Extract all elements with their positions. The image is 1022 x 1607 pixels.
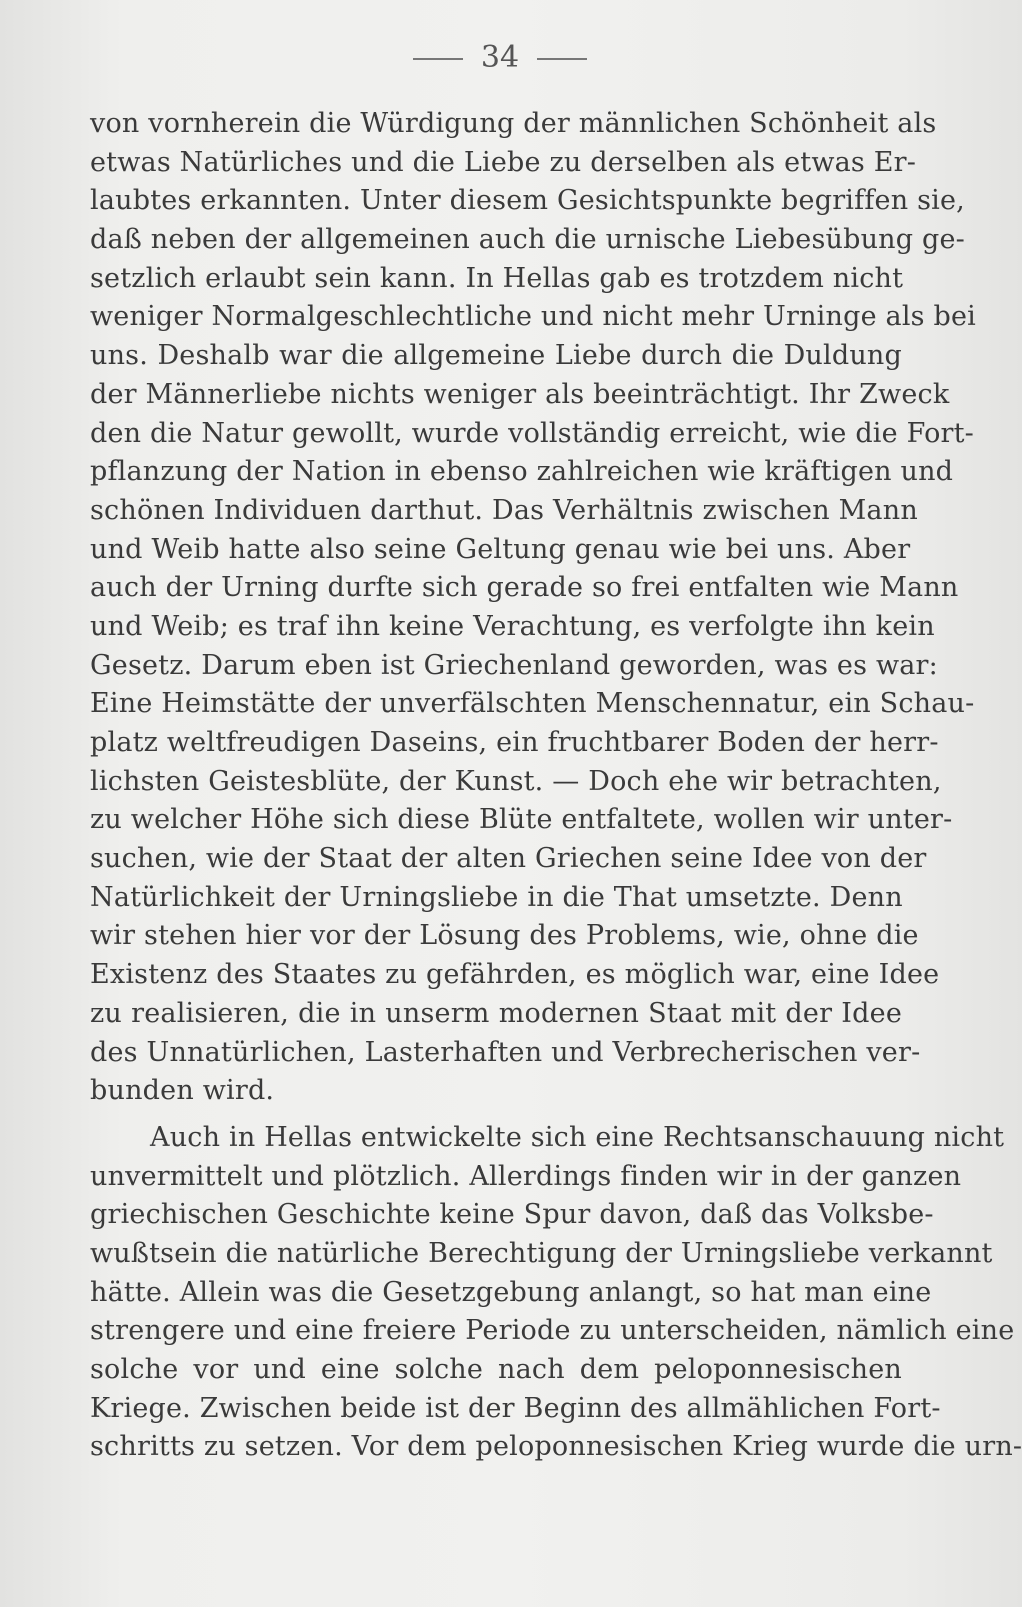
text-line: Eine Heimstätte der unverfälschten Menschennatur, ein Schau-	[90, 688, 975, 720]
text-line: den die Natur gewollt, wurde vollständig erreicht, wie die Fort-	[90, 417, 974, 449]
text-line: Kriege. Zwischen beide ist der Beginn des allmählichen Fort-	[90, 1392, 941, 1424]
text-line: bunden wird.	[90, 1075, 275, 1107]
text-line: Existenz des Staates zu gefährden, es möglich war, eine Idee	[90, 959, 940, 991]
text-line: lichsten Geistesblüte, der Kunst. — Doch ehe wir betrachten,	[90, 765, 942, 797]
text-line: solche vor und eine solche nach dem peloponnesischen	[90, 1354, 902, 1385]
text-line: weniger Normalgeschlechtliche und nicht mehr Urninge als bei	[90, 301, 976, 333]
text-line: platz weltfreudigen Daseins, ein fruchtbarer Boden der herr-	[90, 727, 939, 758]
text-line: daß neben der allgemeinen auch die urnische Liebesübung ge-	[90, 224, 966, 256]
header-dash-right	[537, 58, 587, 60]
text-line: unvermittelt und plötzlich. Allerdings finden wir in der ganzen	[90, 1160, 962, 1192]
text-line: suchen, wie der Staat der alten Griechen seine Idee von der	[90, 843, 927, 875]
text-line: und Weib hatte also seine Geltung genau wie bei uns. Aber	[90, 533, 911, 565]
page-header	[0, 40, 1000, 76]
paragraph-2	[90, 1119, 1022, 1467]
text-line: uns. Deshalb war die allgemeine Liebe durch die Duldung	[90, 340, 902, 372]
paragraph-1	[90, 105, 976, 1111]
text-line: laubtes erkannten. Unter diesem Gesichtspunkte begriffen sie,	[90, 185, 965, 217]
header-dash-left	[413, 58, 463, 60]
page-number: 34	[480, 40, 520, 75]
text-line: griechischen Geschichte keine Spur davon, daß das Volksbe-	[90, 1199, 934, 1231]
text-line: auch der Urning durfte sich gerade so frei entfalten wie Mann	[90, 572, 959, 604]
text-line: Auch in Hellas entwickelte sich eine Rechtsanschauung nicht	[150, 1121, 1005, 1153]
text-line: der Männerliebe nichts weniger als beeinträchtigt. Ihr Zweck	[90, 378, 950, 410]
text-line: etwas Natürliches und die Liebe zu derselben als etwas Er-	[90, 146, 917, 178]
text-line: wir stehen hier vor der Lösung des Problems, wie, ohne die	[90, 920, 919, 952]
text-line: schönen Individuen darthut. Das Verhältnis zwischen Mann	[90, 494, 918, 526]
text-line: hätte. Allein was die Gesetzgebung anlangt, so hat man eine	[90, 1276, 932, 1308]
text-line: pflanzung der Nation in ebenso zahlreichen wie kräftigen und	[90, 456, 954, 488]
text-line: von vornherein die Würdigung der männlichen Schönheit als	[90, 108, 937, 139]
body-text	[90, 105, 1022, 1467]
paragraph-gap	[90, 1111, 902, 1119]
text-line: und Weib; es traf ihn keine Verachtung, es verfolgte ihn kein	[90, 610, 935, 642]
text-line: Gesetz. Darum eben ist Griechenland geworden, was es war:	[90, 649, 938, 681]
text-line: wußtsein die natürliche Berechtigung der Urningsliebe verkannt	[90, 1237, 993, 1269]
text-line: des Unnatürlichen, Lasterhaften und Verbrecherischen ver-	[90, 1036, 921, 1068]
text-line: schritts zu setzen. Vor dem peloponnesischen Krieg wurde die urn-	[90, 1431, 1022, 1463]
text-line: strengere und eine freiere Periode zu unterscheiden, nämlich eine	[90, 1315, 1015, 1347]
text-line: setzlich erlaubt sein kann. In Hellas gab es trotzdem nicht	[90, 262, 904, 294]
text-line: zu realisieren, die in unserm modernen Staat mit der Idee	[90, 997, 902, 1029]
text-line: zu welcher Höhe sich diese Blüte entfaltete, wollen wir unter-	[90, 804, 953, 836]
text-line: Natürlichkeit der Urningsliebe in die That umsetzte. Denn	[90, 881, 903, 913]
